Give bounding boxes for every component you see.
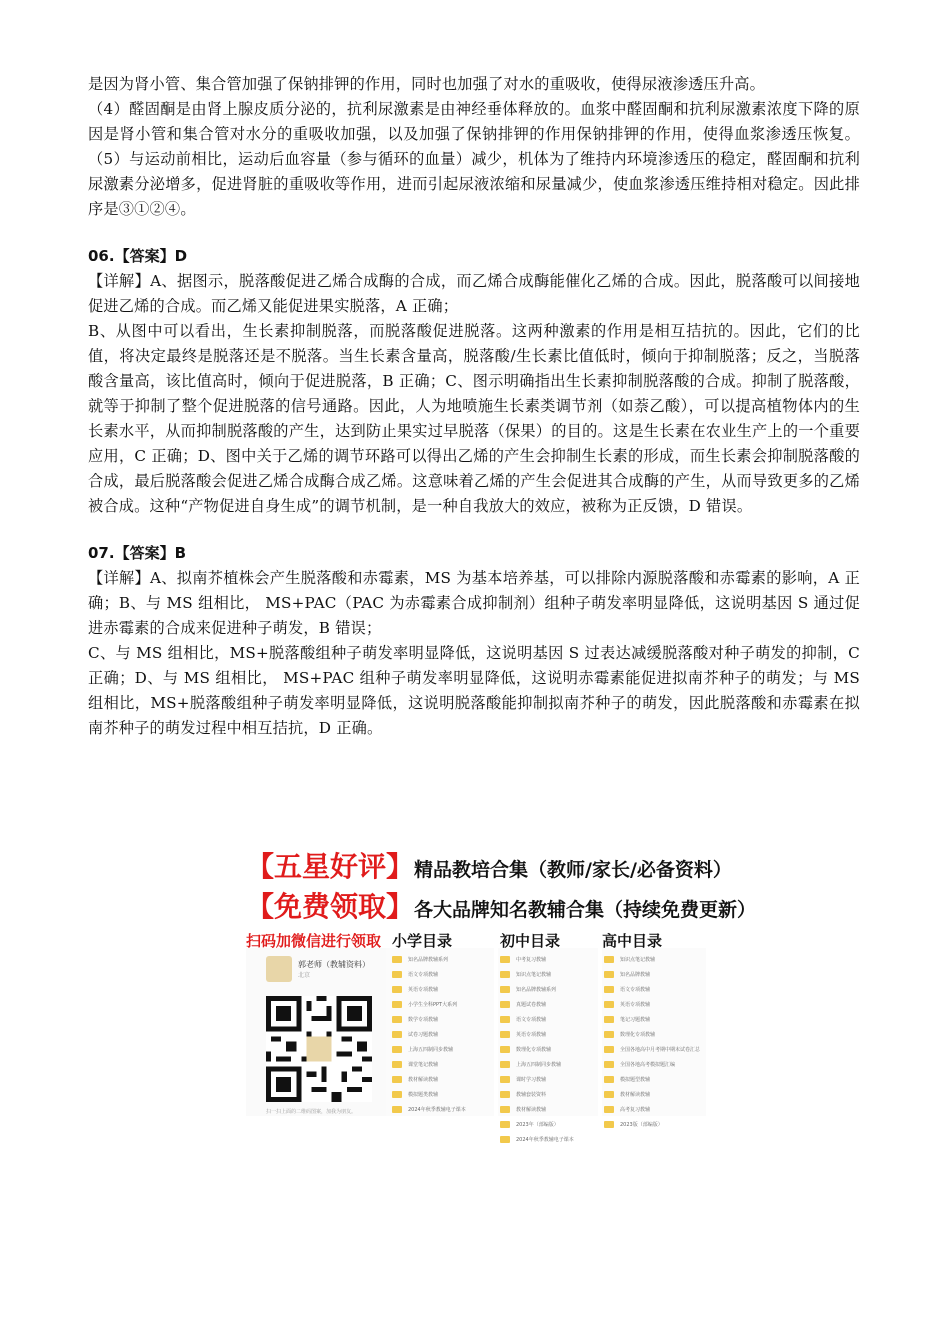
contact-location: 北京 (298, 972, 311, 979)
promo-tag: 【五星好评】 (246, 850, 415, 883)
folder-item[interactable] (500, 1057, 574, 1072)
folder-label: 教材解读教辅 (620, 1092, 651, 1098)
folder-item[interactable] (392, 967, 466, 982)
folder-label: 真题试卷教辅 (516, 1002, 547, 1008)
folder-icon (392, 971, 402, 978)
folder-item[interactable] (604, 1027, 700, 1042)
folder-label: 教材解读教辅 (408, 1077, 439, 1083)
folder-label: 笔记习题教辅 (620, 1017, 651, 1023)
folder-icon (500, 1001, 510, 1008)
folder-icon (392, 1046, 402, 1053)
primary-folder-list (392, 952, 466, 1117)
explanation-paragraph: C、与 MS 组相比，MS+脱落酸组种子萌发率明显降低，这说明基因 S 过表达减缓脱落酸对种子萌发的抑制，C 正确；D、与 MS 组相比， MS+PAC 组种子萌发率明显降低，这说明赤霉素能促进拟南芥种子的萌发；与 MS 组相比，MS+脱落酸组种子萌发率明显降低，这说明脱落酸能抑制拟南芥种子的萌发，因此脱落酸和赤霉素在拟南芥种子的萌发过程中相互拮抗，D 正确。 (88, 644, 860, 737)
folder-icon (500, 1031, 510, 1038)
folder-label: 知名品牌教辅系列 (516, 987, 557, 993)
folder-label: 语文专项教辅 (620, 987, 651, 993)
folder-label: 教辅套装资料 (516, 1092, 547, 1098)
middle-folder-list (500, 952, 574, 1147)
folder-item[interactable] (604, 1117, 700, 1132)
folder-label: 教材解读教辅 (516, 1107, 547, 1113)
folder-item[interactable] (392, 1042, 466, 1057)
folder-item[interactable] (392, 1087, 466, 1102)
explanation-paragraph: B、从图中可以看出，生长素抑制脱落，而脱落酸促进脱落。这两种激素的作用是相互拮抗的。因此，它们的比值，将决定最终是脱落还是不脱落。当生长素含量高，脱落酸/生长素比值低时，倾向于抑制脱落；反之，当脱落酸含量高，该比值高时，倾向于促进脱落，B 正确；C、图示明确指出生长素抑制脱落酸的合成。抑制了脱落酸，就等于抑制了整个促进脱落的信号通路。因此，人为地喷施生长素类调节剂（如萘乙酸），可以提高植物体内的生长素水平，从而抑制脱落酸的产生，达到防止果实过早脱落（保果）的目的。这是生长素在农业生产上的一个重要应用，C 正确；D、图中关于乙烯的调节环路可以得出乙烯的产生会抑制生长素的形成，而生长素会抑制脱落酸的合成，最后脱落酸会促进乙烯合成酶合成乙烯。这意味着乙烯的产生会促进其合成酶的产生，从而导致更多的乙烯被合成。这种“产物促进自身生成”的调节机制，是一种自我放大的效应，被称为正反馈，D 错误。 (88, 322, 860, 515)
qr-code-icon[interactable] (266, 996, 372, 1102)
folder-icon (392, 1091, 402, 1098)
answer-heading-06: 06.【答案】D (88, 247, 188, 265)
folder-item[interactable] (604, 982, 700, 997)
high-folder-list (604, 952, 700, 1132)
folder-item[interactable] (604, 1012, 700, 1027)
contact-name: 郭老师（教辅资料） (298, 960, 370, 969)
folder-item[interactable] (604, 952, 700, 967)
folder-label: 数理化专项教辅 (516, 1047, 552, 1053)
folder-label: 知名品牌教辅系列 (408, 957, 449, 963)
folder-label: 小学生全科PPT大系列 (408, 1002, 458, 1008)
folder-icon (604, 1091, 614, 1098)
folder-icon (500, 1016, 510, 1023)
folder-item[interactable] (392, 997, 466, 1012)
folder-label: 上海五四制同步教辅 (408, 1047, 454, 1053)
folder-icon (604, 1121, 614, 1128)
primary-catalog-title: 小学目录 (392, 932, 453, 950)
scan-prompt: 扫码加微信进行领取 (246, 932, 382, 950)
folder-label: 课堂笔记教辅 (408, 1062, 439, 1068)
folder-item[interactable] (392, 982, 466, 997)
folder-label: 2023年（部编版） (516, 1122, 559, 1128)
folder-item[interactable] (604, 1057, 700, 1072)
promo-tag: 【免费领取】 (246, 890, 415, 923)
folder-icon (500, 986, 510, 993)
folder-label: 课时学习教辅 (516, 1077, 547, 1083)
folder-label: 语文专项教辅 (408, 972, 439, 978)
folder-icon (392, 1076, 402, 1083)
middle-catalog-title: 初中目录 (500, 932, 561, 950)
folder-label: 知识点笔记教辅 (516, 972, 552, 978)
promo-line-2 (246, 888, 757, 928)
folder-icon (500, 1121, 510, 1128)
folder-icon (604, 971, 614, 978)
folder-item[interactable] (500, 1012, 574, 1027)
folder-item[interactable] (392, 1027, 466, 1042)
qr-caption: 扫一扫上面的二维码图案，加我为朋友。 (266, 1109, 357, 1115)
folder-icon (500, 1076, 510, 1083)
document-body (88, 72, 860, 741)
folder-item[interactable] (500, 1042, 574, 1057)
folder-item[interactable] (392, 952, 466, 967)
folder-icon (500, 1136, 510, 1143)
folder-item[interactable] (392, 1012, 466, 1027)
folder-item[interactable] (500, 997, 574, 1012)
folder-item[interactable] (500, 1117, 574, 1132)
folder-item[interactable] (392, 1057, 466, 1072)
folder-item[interactable] (392, 1072, 466, 1087)
promo-text: 精品教培合集（教师/家长/必备资料） (414, 859, 732, 881)
promo-text: 各大品牌知名教辅合集（持续免费更新） (414, 899, 757, 921)
paragraph: （4）醛固酮是由肾上腺皮质分泌的，抗利尿激素是由神经垂体释放的。血浆中醛固酮和抗利尿激素浓度下降的原因是肾小管和集合管对水分的重吸收加强，以及加强了保钠排钾的作用保钠排钾的作用，使得血浆渗透压恢复。（5）与运动前相比，运动后血容量（参与循环的血量）减少，机体为了维持内环境渗透压的稳定，醛固酮和抗利尿激素分泌增多，促进肾脏的重吸收等作用，进而引起尿液浓缩和尿量减少，使血浆渗透压维持相对稳定。因此排序是③①②④。 (88, 100, 860, 218)
folder-icon (500, 1091, 510, 1098)
folder-item[interactable] (500, 982, 574, 997)
folder-item[interactable] (500, 1087, 574, 1102)
folder-label: 知名品牌教辅 (620, 972, 651, 978)
folder-item[interactable] (604, 1072, 700, 1087)
folder-label: 英语专项教辅 (516, 1032, 547, 1038)
folder-icon (392, 1016, 402, 1023)
folder-icon (604, 1076, 614, 1083)
folder-label: 2024年秋季教辅电子课本 (408, 1107, 466, 1113)
folder-label: 模拟题类教辅 (408, 1092, 439, 1098)
folder-icon (604, 1106, 614, 1113)
folder-item[interactable] (500, 1102, 574, 1117)
folder-item[interactable] (500, 1027, 574, 1042)
promo-line-1 (246, 848, 732, 888)
folder-label: 2023版（部编版） (620, 1122, 663, 1128)
folder-icon (604, 1046, 614, 1053)
folder-icon (604, 956, 614, 963)
folder-item[interactable] (604, 1087, 700, 1102)
folder-icon (392, 956, 402, 963)
folder-label: 全国各地高中月考期中期末试卷汇总 (620, 1047, 701, 1053)
folder-icon (500, 1061, 510, 1068)
folder-icon (604, 1061, 614, 1068)
folder-label: 中考复习教辅 (516, 957, 547, 963)
answer-heading-07: 07.【答案】B (88, 544, 187, 562)
folder-label: 英语专项教辅 (620, 1002, 651, 1008)
folder-icon (604, 1001, 614, 1008)
folder-label: 知识点笔记教辅 (620, 957, 656, 963)
contact-card (266, 956, 370, 982)
folder-item[interactable] (500, 952, 574, 967)
folder-icon (500, 1046, 510, 1053)
high-catalog-title: 高中目录 (602, 932, 663, 950)
folder-icon (392, 1106, 402, 1113)
folder-icon (392, 1061, 402, 1068)
folder-label: 数理化专项教辅 (620, 1032, 656, 1038)
folder-label: 全国各地高考模拟题汇编 (620, 1062, 676, 1068)
explanation-paragraph: 【详解】A、据图示，脱落酸促进乙烯合成酶的合成，而乙烯合成酶能催化乙烯的合成。因此，脱落酸可以间接地促进乙烯的合成。而乙烯又能促进果实脱落，A 正确； (88, 272, 860, 315)
folder-item[interactable] (500, 1132, 574, 1147)
folder-item[interactable] (500, 1072, 574, 1087)
folder-item[interactable] (392, 1102, 466, 1117)
avatar (266, 956, 292, 982)
folder-label: 上海五四制同步教辅 (516, 1062, 562, 1068)
folder-icon (604, 986, 614, 993)
folder-label: 高考复习教辅 (620, 1107, 651, 1113)
folder-icon (604, 1031, 614, 1038)
folder-icon (392, 1001, 402, 1008)
folder-icon (500, 956, 510, 963)
folder-icon (392, 986, 402, 993)
folder-icon (392, 1031, 402, 1038)
folder-label: 英语专项教辅 (408, 987, 439, 993)
folder-icon (500, 1106, 510, 1113)
folder-item[interactable] (604, 1102, 700, 1117)
folder-item[interactable] (604, 967, 700, 982)
folder-label: 语文专项教辅 (516, 1017, 547, 1023)
folder-label: 2024年秋季教辅电子课本 (516, 1137, 574, 1143)
folder-label: 数学专项教辅 (408, 1017, 439, 1023)
folder-icon (604, 1016, 614, 1023)
folder-label: 模拟题型教辅 (620, 1077, 651, 1083)
folder-item[interactable] (500, 967, 574, 982)
folder-item[interactable] (604, 1042, 700, 1057)
explanation-paragraph: 【详解】A、拟南芥植株会产生脱落酸和赤霉素，MS 为基本培养基，可以排除内源脱落酸和赤霉素的影响，A 正确；B、与 MS 组相比， MS+PAC（PAC 为赤霉素合成抑制剂）组种子萌发率明显降低，这说明基因 S 通过促进赤霉素的合成来促进种子萌发，B 错误； (88, 569, 860, 637)
folder-item[interactable] (604, 997, 700, 1012)
folder-icon (500, 971, 510, 978)
promo-banner (246, 848, 757, 1143)
paragraph: 是因为肾小管、集合管加强了保钠排钾的作用，同时也加强了对水的重吸收，使得尿液渗透压升高。 (88, 75, 766, 93)
folder-label: 试卷习题教辅 (408, 1032, 439, 1038)
